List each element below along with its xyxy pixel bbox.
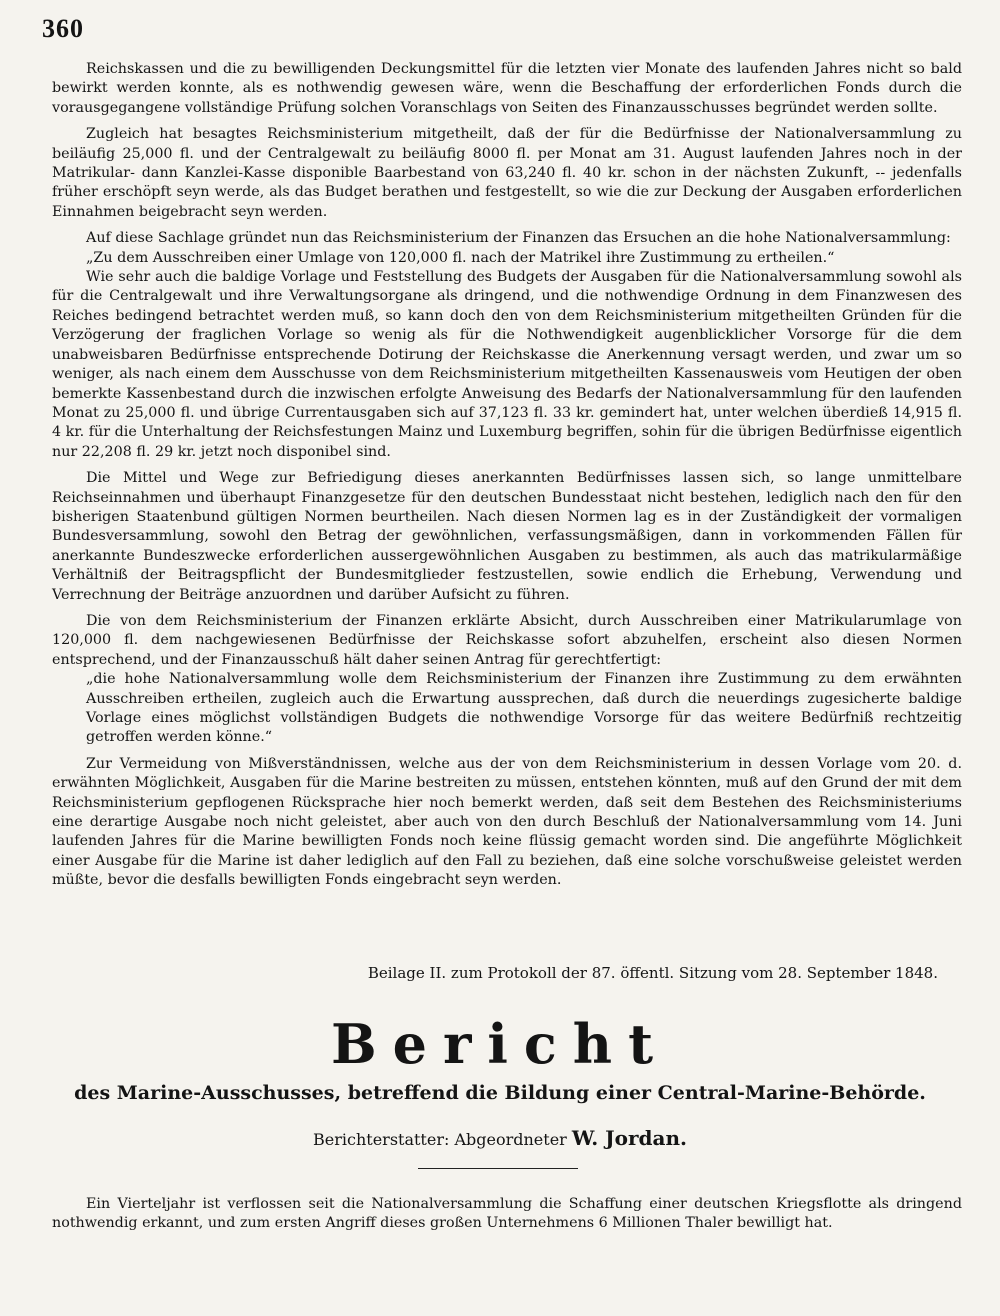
paragraph-request: Auf diese Sachlage gründet nun das Reichsministerium der Finanzen das Ersuchen an die hohe Nationalversammlung: <box>86 230 951 247</box>
report-title: Bericht <box>330 1012 670 1076</box>
paragraph-marine-note: Zur Vermeidung von Mißverständnissen, welche aus der von dem Reichsministerium in dessen Vorlage vom 20. d. erwähnten Möglichkeit, Ausgaben für die Marine bestreiten zu müssen, entstehen könnten, muß auf den Grund der mit dem Reichsministerium gepflogenen Rücksprache hier noch bemerkt werden, daß seit dem Bestehen des Reichsministeriums eine derartige Ausgabe noch nicht geleistet, aber auch von den durch Beschluß der Nationalversammlung vom 14. Juni laufenden Jahres für die Marine bewilligten Fonds noch keine flüssig gemacht worden sind. Die angeführte Möglichkeit einer Ausgabe für die Marine ist daher lediglich auf den Fall zu beziehen, daß eine solche vorschußweise geleistet werden müßte, bevor die desfalls bewilligten Fonds eingebracht seyn werden. <box>52 755 962 889</box>
quote-levy-request: „Zu dem Ausschreiben einer Umlage von 120,000 fl. nach der Matrikel ihre Zustimmung zu ertheilen.“ <box>86 249 835 266</box>
reporter-name: W. Jordan. <box>571 1126 687 1150</box>
paragraph-cash-balance: Zugleich hat besagtes Reichsministerium mitgetheilt, daß der für die Bedürfnisse der Nationalversammlung zu beiläufig 25,000 fl. und der Centralgewalt zu beiläufig 8000 fl. per Monat am 31. August laufenden Jahres noch in der Matrikular- dann Kanzlei-Kasse disponible Baarbestand von 63,240 fl. 40 kr. schon in der nächsten Zukunft, -- jedenfalls früher erschöpft seyn werde, als das Budget berathen und festgestellt, so wie die zur Deckung der Ausgaben erforderlichen Einnahmen beigebracht seyn werden. <box>52 126 962 220</box>
body-text <box>52 60 962 898</box>
reporter-line <box>0 1126 1000 1150</box>
report-subtitle: des Marine-Ausschusses, betreffend die Bildung einer Central-Marine-Behörde. <box>74 1082 926 1104</box>
appendix-header: Beilage II. zum Protokoll der 87. öffentl. Sitzung vom 28. September 1848. <box>367 964 938 982</box>
paragraph-budget-delay: Reichskassen und die zu bewilligenden Deckungsmittel für die letzten vier Monate des laufenden Jahres nicht so bald bewirkt werden konnte, als es nothwendig gewesen wäre, wenn die Beschaffung der erforderlichen Fonds durch die vorausgegangene vollständige Prüfung solchen Voranschlags von Seiten des Finanzausschusses begründet werden sollte. <box>52 61 962 116</box>
closing-paragraph: Ein Vierteljahr ist verflossen seit die Nationalversammlung die Schaffung einer deutschen Kriegsflotte als dringend nothwendig erkannt, und zum ersten Angriff dieses großen Unternehmens 6 Millionen Thaler bewilligt hat. <box>52 1196 962 1232</box>
page-number: 360 <box>42 14 84 43</box>
section-divider <box>418 1168 578 1169</box>
reporter-label: Berichterstatter: Abgeordneter <box>313 1130 567 1149</box>
quote-motion: „die hohe Nationalversammlung wolle dem Reichsministerium der Finanzen ihre Zustimmung zu dem erwähnten Ausschreiben ertheilen, zugleich auch die Erwartung aussprechen, daß durch die neuerdings zugesicherte baldige Vorlage eines möglichst vollständigen Budgets die nothwendige Vorsorge für das weitere Bedürfniß rechtzeitig getroffen werden könne.“ <box>86 671 962 746</box>
paragraph-justification: Wie sehr auch die baldige Vorlage und Feststellung des Budgets der Ausgaben für die Nationalversammlung sowohl als für die Centralgewalt und ihre Verwaltungsorgane als dringend, und die nothwendige Ordnung in dem Finanzwesen des Reiches bedingend betrachtet werden muß, so kann doch den von dem Reichsministerium mitgetheilten Gründen für die Verzögerung der fraglichen Vorlage so wenig als für die Nothwendigkeit augenblicklicher Vorsorge für die dem unabweisbaren Bedürfnisse entsprechende Dotirung der Reichskasse die Anerkennung versagt werden, und zwar um so weniger, als nach einem dem Ausschusse von dem Reichsministerium mitgetheilten Kassenausweis vom Heutigen der oben bemerkte Kassenbestand durch die inzwischen erfolgte Anweisung des Bedarfs der Nationalversammlung für den laufenden Monat zu 25,000 fl. und übrige Currentausgaben sich auf 37,123 fl. 33 kr. gemindert hat, unter welchen überdieß 14,915 fl. 4 kr. für die Unterhaltung der Reichsfestungen Mainz und Luxemburg begriffen, sohin für die übrigen Bedürfnisse eigentlich nur 22,208 fl. 29 kr. jetzt noch disponibel sind. <box>52 269 962 460</box>
paragraph-motion-intro: Die von dem Reichsministerium der Finanzen erklärte Absicht, durch Ausschreiben einer Matrikularumlage von 120,000 fl. dem nachgewiesenen Bedürfnisse der Reichskasse sofort abzuhelfen, erscheint also diesen Normen entsprechend, und der Finanzausschuß hält daher seinen Antrag für gerechtfertigt: <box>52 612 962 668</box>
paragraph-norms: Die Mittel und Wege zur Befriedigung dieses anerkannten Bedürfnisses lassen sich, so lange unmittelbare Reichseinnahmen und überhaupt Finanzgesetze für den deutschen Bundesstaat nicht bestehen, lediglich nach den für den bisherigen Staatenbund gültigen Normen beurtheilen. Nach diesen Normen lag es in der Zuständigkeit der vormaligen Bundesversammlung, sowohl den Betrag der gewöhnlichen, verfassungsmäßigen, dann in vorkommenden Fällen für anerkannte Bundeszwecke erforderlichen aussergewöhnlichen Ausgaben zu bestimmen, als auch das matrikularmäßige Verhältniß der Beitragspflicht der Bundesmitglieder festzustellen, sowie endlich die Erhebung, Verwendung und Verrechnung der Beiträge anzuordnen und darüber Aufsicht zu führen. <box>52 470 962 603</box>
